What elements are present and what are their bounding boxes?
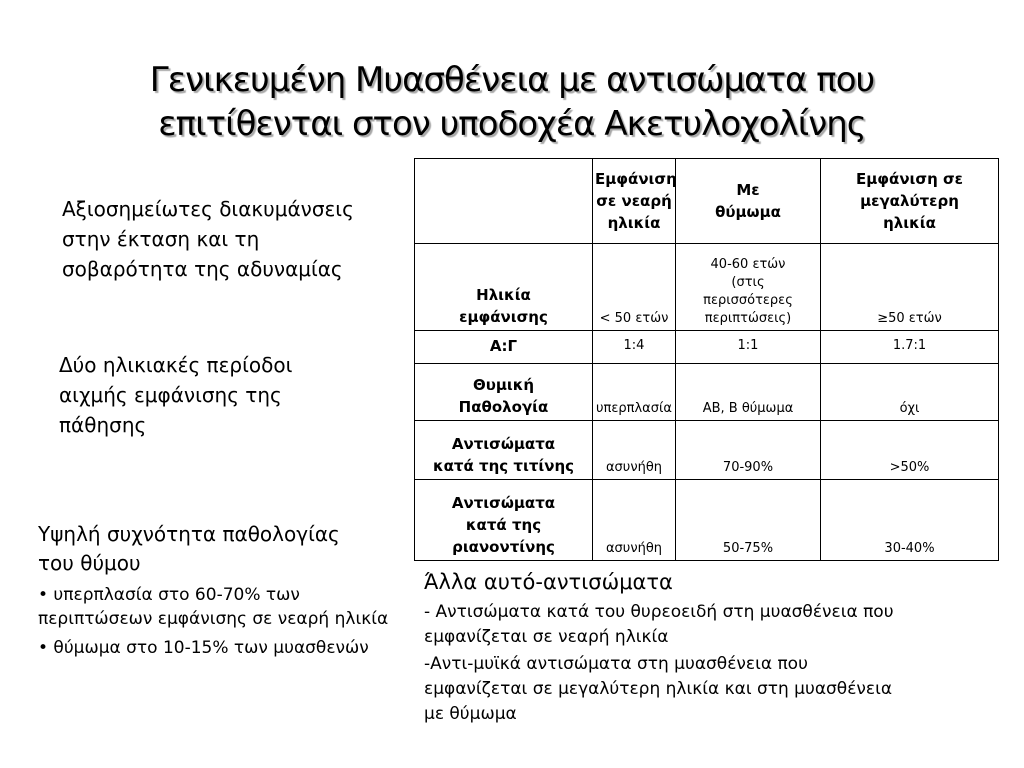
table-header-row (415, 159, 999, 244)
table-cell (676, 420, 821, 479)
table-cell (593, 244, 676, 331)
cell-line: 30-40% (884, 541, 935, 556)
cell-line: περισσότερες (703, 292, 793, 308)
table-row (415, 363, 999, 420)
row-header-line: εμφάνισης (459, 307, 548, 326)
cell-line: 50-75% (722, 541, 774, 556)
slide-title (40, 58, 984, 146)
comparison-table (414, 158, 999, 561)
row-header-line: Α:Γ (489, 336, 518, 355)
row-header-thymic-pathology (415, 363, 593, 420)
table-cell (821, 244, 999, 331)
variation-note-line: Αξιοσημείωτες διακυμάνσεις (62, 197, 354, 221)
row-header-line: Θυμική (472, 375, 535, 394)
thymus-pathology-heading (38, 520, 398, 578)
table-cell (821, 363, 999, 420)
other-autoantibodies-block (424, 566, 1004, 727)
cell-line: όχι (899, 400, 920, 416)
item-line: με θύμωμα (424, 704, 517, 724)
row-header-sex-ratio (415, 330, 593, 363)
column-header-thymoma (676, 159, 821, 244)
item-line: εμφανίζεται σε νεαρή ηλικία (424, 627, 669, 647)
age-peaks-note (59, 350, 359, 440)
row-header-line: Αντισώματα (451, 434, 556, 453)
age-peaks-note-line: Δύο ηλικιακές περίοδοι (59, 353, 293, 377)
cell-line: 1:1 (737, 337, 759, 353)
cell-line: ΑΒ, Β θύμωμα (702, 400, 794, 416)
empty-corner-cell (415, 159, 593, 244)
variation-note-line: στην έκταση και τη (62, 227, 260, 251)
table-cell (593, 420, 676, 479)
item-line: - Αντισώματα κατά του θυρεοειδή στη μυασθένεια που (424, 602, 894, 622)
table-cell (593, 330, 676, 363)
row-header-line: κατά της τιτίνης (432, 456, 575, 475)
muscle-antibodies-item (424, 652, 1004, 727)
cell-line: περιπτώσεις) (704, 310, 792, 326)
column-header-line: μεγαλύτερη (860, 192, 959, 211)
bullet-hyperplasia: • υπερπλασία στο 60-70% των περιπτώσεων εμφάνισης σε νεαρή ηλικία (38, 585, 389, 629)
table-row (415, 420, 999, 479)
column-header-line: Εμφάνιση (595, 170, 677, 189)
cell-line: < 50 ετών (599, 310, 669, 326)
cell-line: 1.7:1 (892, 337, 927, 353)
column-header-line: Με (736, 181, 760, 200)
cell-line: υπερπλασία (596, 400, 672, 416)
item-line: εμφανίζεται σε μεγαλύτερη ηλικία και στη μυασθένεια (424, 679, 893, 699)
column-header-line: ηλικία (883, 214, 936, 233)
item-line: -Αντι-μυϊκά αντισώματα στη μυασθένεια που (424, 654, 808, 674)
cell-line: ≥50 ετών (877, 310, 942, 326)
table-row (415, 244, 999, 331)
column-header-line: Εμφάνιση σε (856, 170, 963, 189)
cell-line: ασυνήθη (605, 459, 663, 475)
row-header-line: Ηλικία (476, 285, 531, 304)
thymus-heading-line: Υψηλή συχνότητα παθολογίας (38, 522, 340, 546)
other-autoantibodies-heading: Άλλα αυτό-αντισώματα (424, 570, 673, 594)
row-header-line: Αντισώματα (451, 494, 556, 512)
variation-note-line: σοβαρότητα της αδυναμίας (62, 257, 343, 281)
row-header-line: ριανοντίνης (452, 538, 555, 556)
thyroid-antibodies-item (424, 600, 1004, 650)
cell-line: ασυνήθη (605, 541, 663, 556)
column-header-line: σε νεαρή (596, 192, 672, 211)
age-peaks-note-line: πάθησης (59, 413, 147, 437)
table-cell (821, 479, 999, 560)
thymus-heading-line: του θύμου (38, 551, 141, 575)
bullet-thymoma: • θύμωμα στο 10-15% των μυασθενών (38, 638, 369, 658)
table-cell (676, 479, 821, 560)
row-header-line: κατά της (465, 516, 542, 534)
row-header-titin-antibodies (415, 420, 593, 479)
table-cell (676, 330, 821, 363)
table-cell (676, 244, 821, 331)
slide-title-line-2: επιτίθενται στον υποδοχέα Ακετυλοχολίνης (158, 104, 866, 144)
column-header-line: θύμωμα (715, 203, 781, 222)
thymus-pathology-block (38, 520, 398, 660)
age-peaks-note-line: αιχμής εμφάνισης της (59, 383, 282, 407)
table-row (415, 479, 999, 560)
cell-line: (στις (731, 274, 765, 290)
table-cell (593, 479, 676, 560)
cell-line: >50% (889, 459, 930, 475)
slide-title-line-1: Γενικευμένη Μυασθένεια με αντισώματα που (149, 60, 875, 100)
cell-line: 70-90% (722, 459, 774, 475)
row-header-onset-age (415, 244, 593, 331)
table-cell (593, 363, 676, 420)
table-row (415, 330, 999, 363)
cell-line: 40-60 ετών (710, 256, 786, 272)
cell-line: 1:4 (623, 337, 645, 353)
variation-note (62, 194, 402, 284)
column-header-line: ηλικία (607, 214, 661, 233)
table-cell (821, 420, 999, 479)
column-header-late-onset (821, 159, 999, 244)
table-cell (676, 363, 821, 420)
column-header-early-onset (593, 159, 676, 244)
row-header-line: Παθολογία (458, 397, 549, 416)
table-cell (821, 330, 999, 363)
row-header-ryanodine-antibodies (415, 479, 593, 560)
